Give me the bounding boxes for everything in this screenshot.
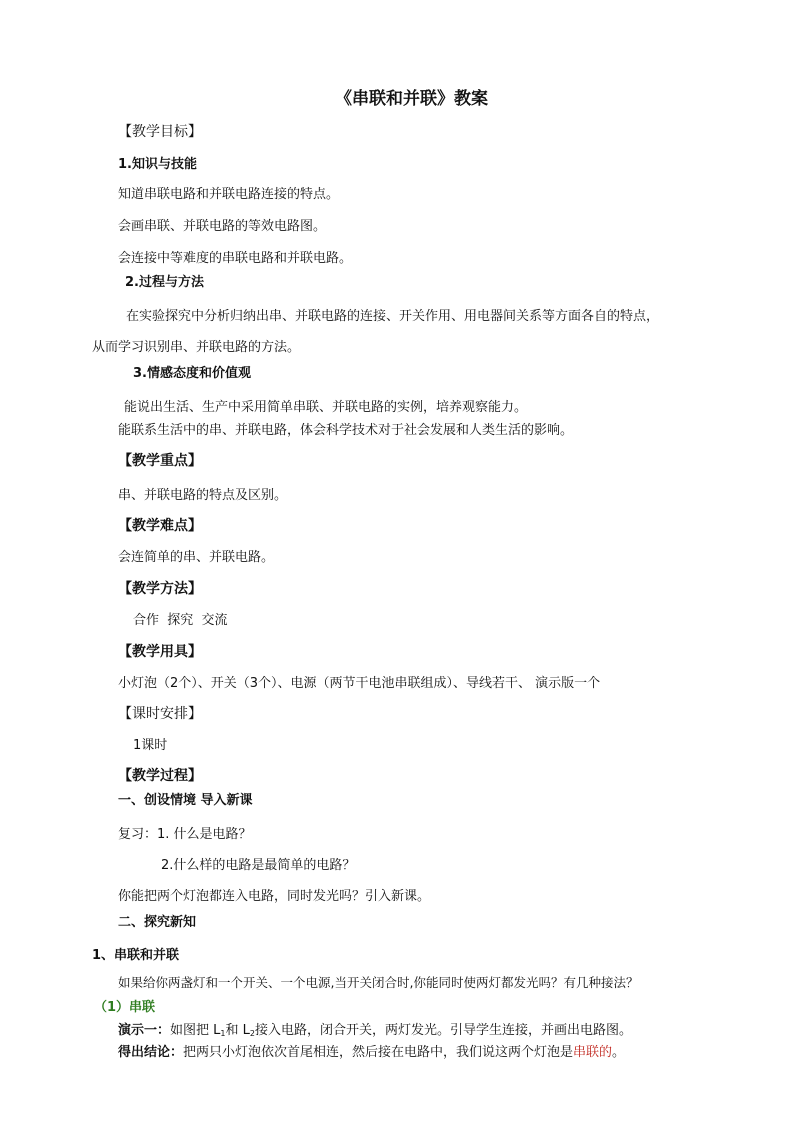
goal1-item: 会画串联、并联电路的等效电路图。 <box>118 219 327 234</box>
conclusion-line <box>118 1045 625 1061</box>
demo-sub1: 1 <box>220 1029 226 1038</box>
step2-header: 二、探究新知 <box>118 915 197 930</box>
review-line2: 2.什么样的电路是最简单的电路？ <box>161 858 356 873</box>
goal2-text-line1: 在实验探究中分析归纳出串、并联电路的连接、开关作用、用电器间关系等方面各自的特点， <box>126 309 660 324</box>
difficulty-header: 【教学难点】 <box>118 518 202 534</box>
goal3-text-line1: 能说出生活、生产中采用简单串联、并联电路的实例，培养观察能力。 <box>124 400 528 415</box>
process-header: 【教学过程】 <box>118 768 202 784</box>
difficulty-text: 会连简单的串、并联电路。 <box>118 550 275 565</box>
goal1-item: 知道串联电路和并联电路连接的特点。 <box>118 187 340 202</box>
demo-text-post: 接入电路，闭合开关，两灯发光。引导学生连接，并画出电路图。 <box>254 1023 632 1038</box>
demo-text-mid: 和 L <box>225 1023 250 1038</box>
conclusion-label: 得出结论： <box>118 1045 184 1060</box>
section1-header: 1、串联和并联 <box>92 948 180 963</box>
schedule-header: 【课时安排】 <box>118 706 202 722</box>
demo-label: 演示一： <box>118 1023 171 1038</box>
demo-text-pre: 如图把 L <box>170 1023 221 1038</box>
step1-header: 一、创设情境 导入新课 <box>118 793 253 808</box>
goal1-header: 1.知识与技能 <box>118 157 197 172</box>
tools-text: 小灯泡（2个）、开关（3个）、电源（两节干电池串联组成）、导线若干、 演示版一个 <box>118 676 601 691</box>
goal1-item: 会连接中等难度的串联电路和并联电路。 <box>118 251 353 266</box>
review-line3: 你能把两个灯泡都连入电路，同时发光吗？引入新课。 <box>118 889 431 904</box>
section1-question: 如果给你两盏灯和一个开关、一个电源,当开关闭合时,你能同时使两灯都发光吗？有几种接法？ <box>118 975 639 990</box>
conclusion-highlight: 串联的 <box>573 1045 613 1060</box>
page-title: 《串联和并联》教案 <box>335 89 488 109</box>
review-line1: 复习：1. 什么是电路？ <box>118 827 252 842</box>
goals-header: 【教学目标】 <box>118 124 202 140</box>
demo-sub2: 2 <box>249 1029 255 1038</box>
goal3-header: 3.情感态度和价值观 <box>133 366 251 381</box>
key-points-header: 【教学重点】 <box>118 453 202 469</box>
goal2-text-line2: 从而学习识别串、并联电路的方法。 <box>92 340 301 355</box>
key-points-text: 串、并联电路的特点及区别。 <box>118 488 288 503</box>
method-header: 【教学方法】 <box>118 581 202 597</box>
goal3-text-line2: 能联系生活中的串、并联电路，体会科学技术对于社会发展和人类生活的影响。 <box>118 423 574 438</box>
tools-header: 【教学用具】 <box>118 644 202 660</box>
schedule-text: 1课时 <box>133 738 168 753</box>
conclusion-text: 把两只小灯泡依次首尾相连，然后接在电路中，我们说这两个灯泡是 <box>183 1045 574 1060</box>
series-label: （1）串联 <box>94 1000 156 1015</box>
demo-line <box>118 1023 632 1042</box>
method-text: 合作 探究 交流 <box>133 613 228 628</box>
conclusion-end: 。 <box>612 1045 626 1060</box>
goal2-header: 2.过程与方法 <box>125 275 204 290</box>
